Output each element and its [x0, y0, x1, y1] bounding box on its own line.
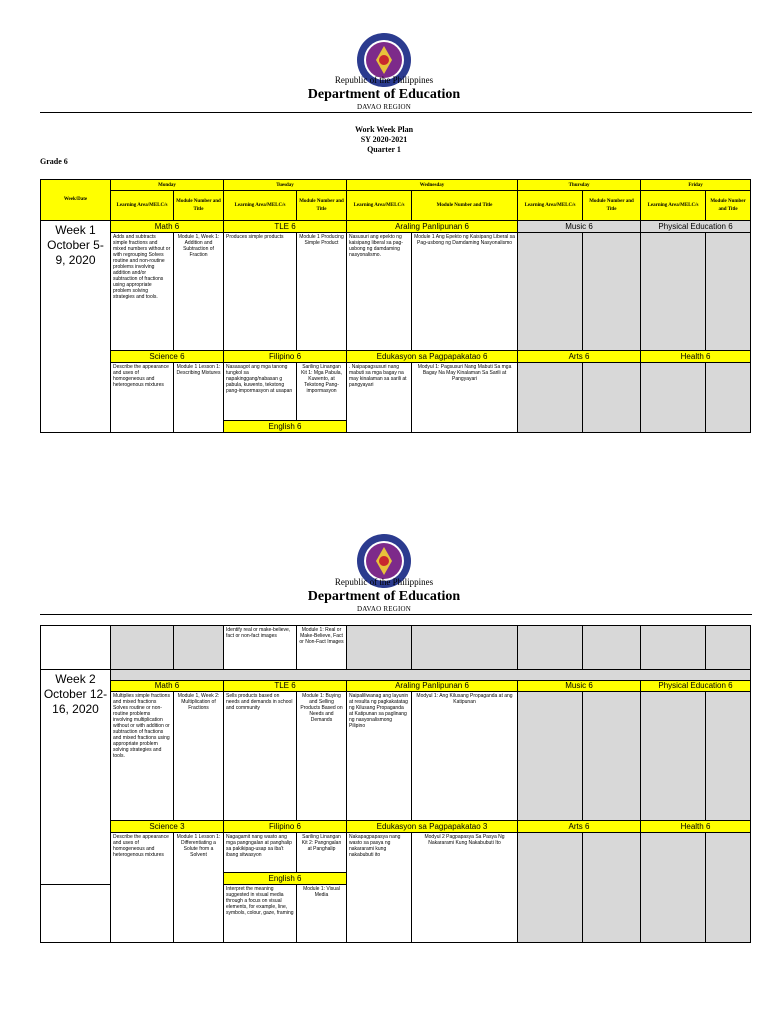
- empty-cell: [41, 626, 111, 670]
- module-filipino: Sariling Linangan Kit 1: Mga Pabula, Kuwento, at Tekstong Pang-impormasyon: [297, 363, 347, 421]
- subject-esp: Edukasyon sa Pagpapakatao 6: [347, 351, 518, 363]
- learning-area-header: Learning Area/MELC/s: [111, 191, 174, 221]
- region-label: DAVAO REGION: [356, 605, 412, 613]
- module-science: Module 1 Lesson 1: Differentiating a Solute from a Solvent: [174, 833, 224, 943]
- empty-cell: [706, 233, 751, 351]
- empty-cell: [706, 363, 751, 433]
- module-filipino: Sariling Linangan Kit 2: Pangngalan at Panghalip: [297, 833, 347, 873]
- module-header: Module Number and Title: [412, 191, 518, 221]
- subject-araling-panlipunan: Araling Panlipunan 6: [347, 681, 518, 692]
- thursday-header: Thursday: [518, 180, 641, 191]
- monday-header: Monday: [111, 180, 224, 191]
- module-english-continued: Module 1: Real or Make-Believe, Fact or Non-Fact Images: [297, 626, 347, 670]
- subject-arts: Arts 6: [518, 351, 641, 363]
- melc-tle: Produces simple products: [224, 233, 297, 351]
- subject-health: Health 6: [641, 821, 751, 833]
- module-header: Module Number and Title: [174, 191, 224, 221]
- empty-cell: [583, 363, 641, 433]
- empty-cell: [583, 626, 641, 670]
- module-esp: Modyul 1: Pagsusuri Nang Mabuti Sa mga Bagay Na May Kinalaman Sa Sarili at Pangyayari: [412, 363, 518, 433]
- melc-tle: Sells products based on needs and demands in school and community: [224, 692, 297, 821]
- empty-cell: [706, 833, 751, 943]
- learning-area-header: Learning Area/MELC/s: [224, 191, 297, 221]
- page-one: [0, 0, 768, 470]
- subject-english: English 6: [224, 873, 347, 885]
- empty-cell: [641, 233, 706, 351]
- melc-araling-panlipunan: Naipaliliwanag ang layunin at resulta ng pagkakatatag ng Kilusang Propaganda at Katipunan sa paglinang ng nasyonalismong Pilipino: [347, 692, 412, 821]
- module-tle: Module 1 Producing Simple Product: [297, 233, 347, 351]
- module-math: Module 1, Week 2: Multiplication of Fractions: [174, 692, 224, 821]
- empty-cell: [518, 363, 583, 433]
- subject-science: Science 3: [111, 821, 224, 833]
- learning-area-header: Learning Area/MELC/s: [347, 191, 412, 221]
- subject-tle: TLE 6: [224, 681, 347, 692]
- header-divider: [40, 112, 752, 113]
- subject-music: Music 6: [518, 681, 641, 692]
- empty-cell: [518, 233, 583, 351]
- subject-music: Music 6: [518, 221, 641, 233]
- week-label: Week 2 October 12-16, 2020: [41, 670, 111, 885]
- empty-cell: [518, 833, 583, 943]
- empty-cell: [641, 626, 706, 670]
- header-divider: [40, 614, 752, 615]
- region-label: DAVAO REGION: [356, 103, 412, 111]
- empty-cell: [518, 626, 583, 670]
- subject-math: Math 6: [111, 221, 224, 233]
- module-header: Module Number and Title: [583, 191, 641, 221]
- module-science: Module 1 Lesson 1: Describing Mixtures: [174, 363, 224, 433]
- week-date-header: Week/Date: [41, 180, 111, 221]
- empty-cell: [583, 833, 641, 943]
- melc-english-continued: Identify real or make-believe, fact or non-fact images: [224, 626, 297, 670]
- melc-science: Describe the appearance and uses of homogeneous and heterogenous mixtures: [111, 363, 174, 433]
- empty-cell: [347, 626, 412, 670]
- school-year: SY 2020-2021: [360, 135, 408, 144]
- week-label: Week 1 October 5-9, 2020: [41, 221, 111, 433]
- module-header: Module Number and Title: [297, 191, 347, 221]
- empty-cell: [41, 885, 111, 943]
- republic-label: Republic of the Philippines: [334, 75, 434, 85]
- tuesday-header: Tuesday: [224, 180, 347, 191]
- melc-english: Interpret the meaning suggested in visual media through a focus on visual elements, for example, line, symbols, colour, gaze, framing: [224, 885, 297, 943]
- melc-math: Multiplies simple fractions and mixed fractions Solves routine or non-routine problems involving multiplication without or with addition or subtraction of fractions and mixed fractions using appropriate problem solving strategies and tools.: [111, 692, 174, 821]
- melc-araling-panlipunan: Nasusuri ang epekto ng kaisipang liberal sa pag-usbong ng damdaming nasyonalismo.: [347, 233, 412, 351]
- subject-esp: Edukasyon sa Pagpapakatao 3: [347, 821, 518, 833]
- melc-math: Adds and subtracts simple fractions and mixed numbers without or with regrouping Solves routine and non-routine problems involving addition and/or subtraction of fractions using appropriate problem solving strategies and tools.: [111, 233, 174, 351]
- module-araling-panlipunan: Modyul 1: Ang Kilusang Propaganda at ang Katipunan: [412, 692, 518, 821]
- empty-cell: [641, 833, 706, 943]
- subject-araling-panlipunan: Araling Panlipunan 6: [347, 221, 518, 233]
- melc-filipino: Nagagamit nang wasto ang mga pangngalan at panghalip sa pakikipag-usap sa iba't ibang sitwasyon: [224, 833, 297, 873]
- subject-filipino: Filipino 6: [224, 351, 347, 363]
- learning-area-header: Learning Area/MELC/s: [641, 191, 706, 221]
- subject-health: Health 6: [641, 351, 751, 363]
- module-esp: Modyul 2 Pagpapasya Sa Pasya Ng Nakararami Kung Nakabubuti Ito: [412, 833, 518, 943]
- week-plan-table-1: [40, 179, 751, 433]
- melc-esp: . Naipapagsusuri nang mabuti sa mga bagay na may kinalaman sa sarili at pangyayari: [347, 363, 412, 433]
- subject-physical-education: Physical Education 6: [641, 221, 751, 233]
- empty-cell: [641, 692, 706, 821]
- grade-label: Grade 6: [40, 157, 68, 166]
- subject-filipino: Filipino 6: [224, 821, 347, 833]
- empty-cell: [583, 692, 641, 821]
- module-english: Module 1: Visual Media: [297, 885, 347, 943]
- module-tle: Module 1: Buying and Selling Products Based on Needs and Demands: [297, 692, 347, 821]
- subject-tle: TLE 6: [224, 221, 347, 233]
- learning-area-header: Learning Area/MELC/s: [518, 191, 583, 221]
- department-title: Department of Education: [307, 589, 461, 604]
- plan-title: Work Week Plan: [354, 125, 414, 134]
- melc-filipino: Nasasagot ang mga tanong tungkol sa napakinggang/nabasan g pabula, kuwento, tekstong pang-impormasyon at usapan: [224, 363, 297, 421]
- friday-header: Friday: [641, 180, 751, 191]
- empty-cell: [706, 692, 751, 821]
- subject-physical-education: Physical Education 6: [641, 681, 751, 692]
- empty-cell: [111, 626, 174, 670]
- republic-label: Republic of the Philippines: [334, 577, 434, 587]
- empty-cell: [641, 363, 706, 433]
- quarter-label: Quarter 1: [367, 145, 401, 154]
- subject-science: Science 6: [111, 351, 224, 363]
- subject-arts: Arts 6: [518, 821, 641, 833]
- empty-cell: [412, 626, 518, 670]
- empty-cell: [583, 233, 641, 351]
- empty-cell: [518, 692, 583, 821]
- module-header: Module Number and Title: [706, 191, 751, 221]
- spacer-row: [111, 670, 751, 681]
- week-plan-table-2: [40, 625, 751, 943]
- empty-cell: [174, 626, 224, 670]
- wednesday-header: Wednesday: [347, 180, 518, 191]
- module-araling-panlipunan: Module 1 Ang Epekto ng Kaisipang Liberal sa Pag-usbong ng Damdaming Nasyonalismo: [412, 233, 518, 351]
- melc-science: Describe the appearance and uses of homogeneous and heterogenous mixtures: [111, 833, 174, 943]
- subject-english: English 6: [224, 421, 347, 433]
- empty-cell: [706, 626, 751, 670]
- department-title: Department of Education: [307, 87, 461, 102]
- melc-esp: Nakapagpapasya nang wasto sa pasya ng nakararami kung nakabubuti ito: [347, 833, 412, 943]
- subject-math: Math 6: [111, 681, 224, 692]
- module-math: Module 1, Week 1: Addition and Subtraction of Fraction: [174, 233, 224, 351]
- page-two: [0, 500, 768, 1024]
